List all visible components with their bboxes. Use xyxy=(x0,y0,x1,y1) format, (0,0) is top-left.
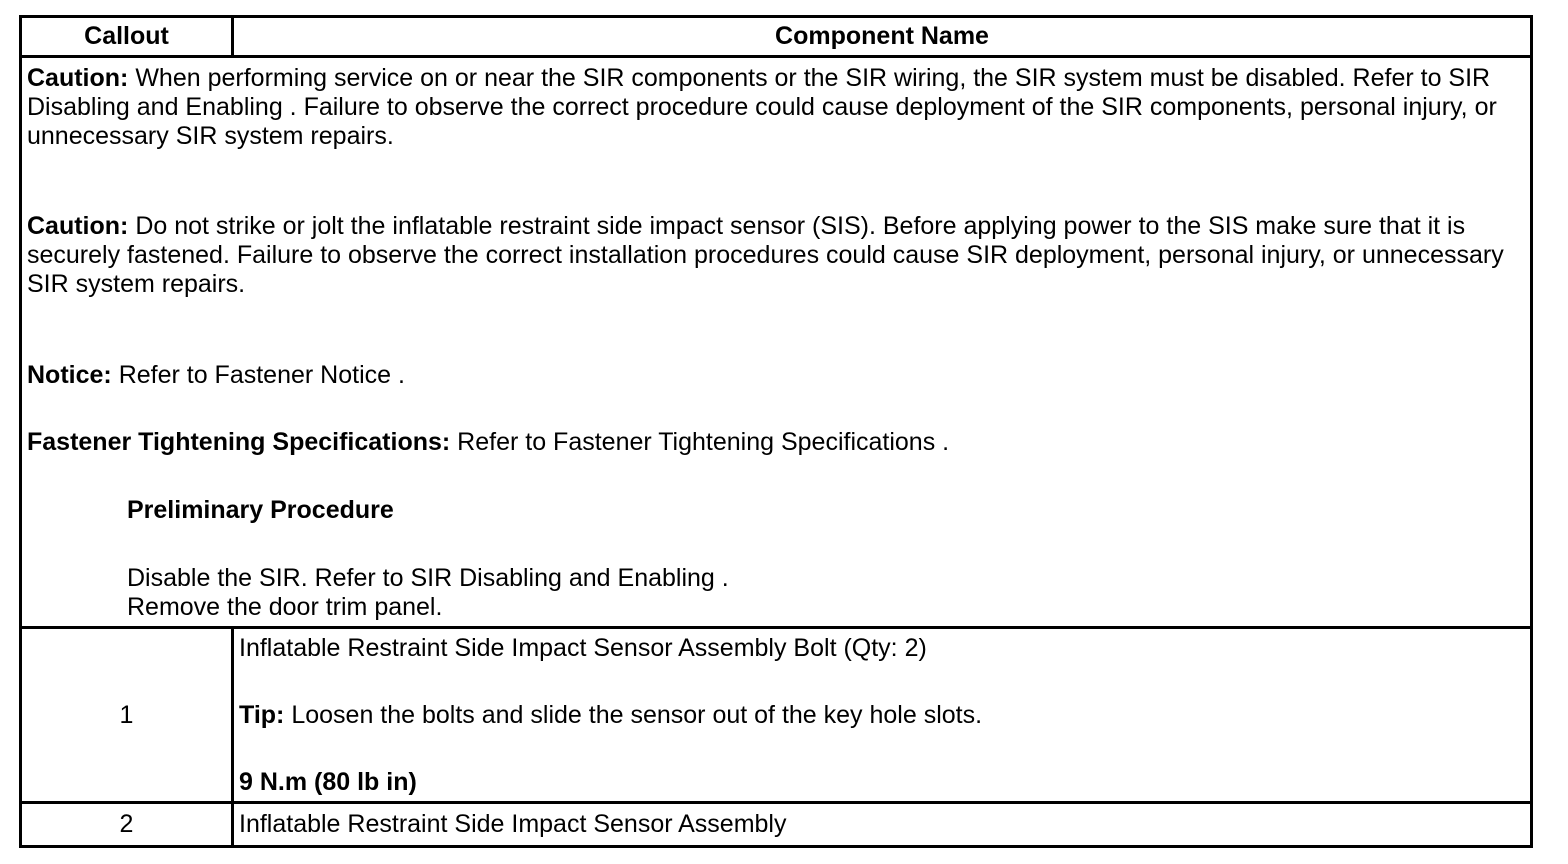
fastener-specs-text: Refer to Fastener Tightening Specifications . xyxy=(457,428,950,456)
tip-label: Tip: xyxy=(239,701,285,729)
callout-number: 1 xyxy=(21,628,233,803)
component-name-column-header: Component Name xyxy=(233,17,1532,57)
component-cell xyxy=(233,628,1532,803)
caution-text: When performing service on or near the SIR components or the SIR wiring, the SIR system must be disabled. Refer to SIR Disabling and Enabling . Failure to observe the correct procedure could cause deployment of the SIR components, personal injury, or unnecessary SIR system repairs. xyxy=(27,64,1497,150)
tip-note xyxy=(239,701,1525,730)
callout-column-header: Callout xyxy=(21,17,233,57)
component-name: Inflatable Restraint Side Impact Sensor Assembly xyxy=(233,803,1532,847)
caution-label: Caution: xyxy=(27,64,129,92)
caution-text: Do not strike or jolt the inflatable restraint side impact sensor (SIS). Before applying power to the SIS make sure that it is securely fastened. Failure to observe the correct installation procedures could cause SIR deployment, personal injury, or unnecessary SIR system repairs. xyxy=(27,212,1504,298)
component-table xyxy=(19,15,1533,848)
header-row xyxy=(21,17,1532,57)
procedure-notes-cell xyxy=(21,57,1532,628)
notice-label: Notice: xyxy=(27,361,112,389)
notice-note xyxy=(27,361,1525,390)
procedure-step: Remove the door trim panel. xyxy=(127,593,443,621)
procedure-step: Disable the SIR. Refer to SIR Disabling and Enabling . xyxy=(127,564,729,592)
preliminary-procedure-title: Preliminary Procedure xyxy=(127,496,394,524)
component-name: Inflatable Restraint Side Impact Sensor Assembly Bolt (Qty: 2) xyxy=(239,634,927,662)
procedure-notes-row xyxy=(21,57,1532,628)
caution-label: Caution: xyxy=(27,212,129,240)
notice-text: Refer to Fastener Notice . xyxy=(118,361,405,389)
callout-number: 2 xyxy=(21,803,233,847)
preliminary-procedure-steps xyxy=(27,564,1525,622)
caution-sir-disabling xyxy=(27,64,1525,151)
tip-text: Loosen the bolts and slide the sensor out of the key hole slots. xyxy=(291,701,983,729)
torque-spec xyxy=(239,768,1525,797)
fastener-specs-note xyxy=(27,428,1525,457)
table-row xyxy=(21,803,1532,847)
fastener-specs-label: Fastener Tightening Specifications: xyxy=(27,428,451,456)
caution-sis-handling xyxy=(27,212,1525,299)
torque-value: 9 N.m (80 lb in) xyxy=(239,768,417,796)
table-row xyxy=(21,628,1532,803)
